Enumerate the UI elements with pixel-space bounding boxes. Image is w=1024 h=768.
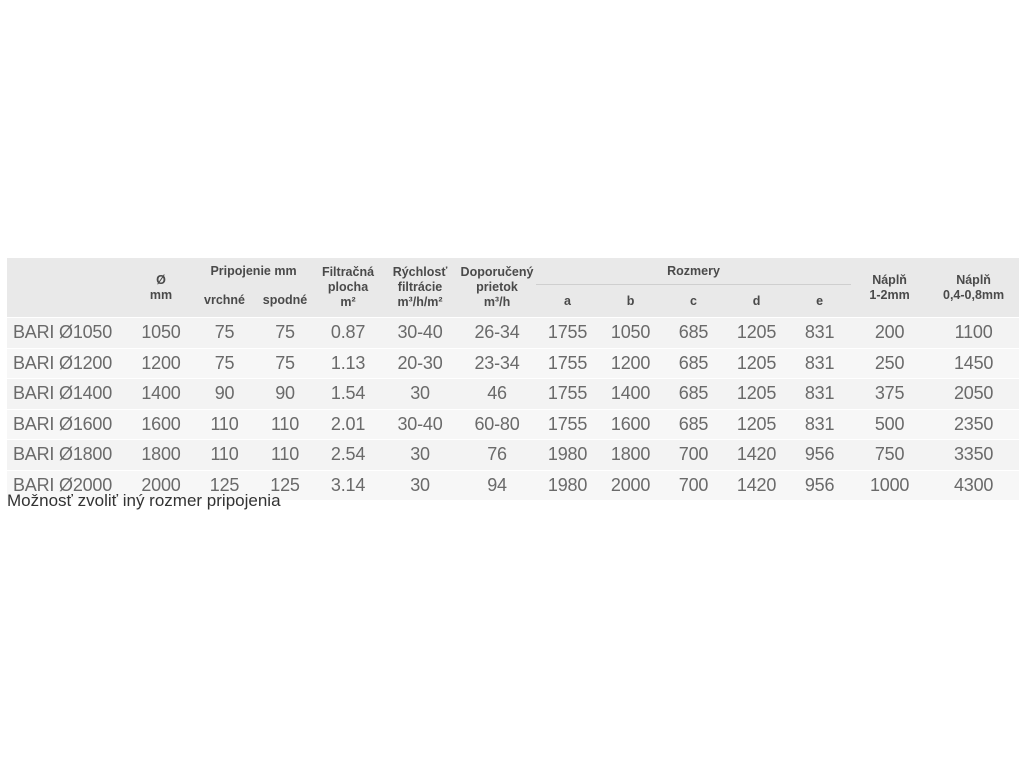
table-cell: 1205 xyxy=(725,348,788,379)
header-fill-2-line2: 0,4-0,8mm xyxy=(943,287,1005,302)
table-cell: 30 xyxy=(382,440,458,471)
table-cell: 30-40 xyxy=(382,318,458,349)
table-cell: 26-34 xyxy=(458,318,536,349)
table-cell: 3350 xyxy=(928,440,1019,471)
table-cell: 1205 xyxy=(725,318,788,349)
table-cell: 1755 xyxy=(536,379,599,410)
table-cell: 30 xyxy=(382,470,458,500)
header-diameter-line2: mm xyxy=(149,287,173,302)
table-cell: 20-30 xyxy=(382,348,458,379)
table-cell: 685 xyxy=(662,348,725,379)
table-cell: 75 xyxy=(256,348,314,379)
table-cell: 90 xyxy=(256,379,314,410)
table-row xyxy=(7,440,1019,471)
table-cell: 1980 xyxy=(536,440,599,471)
table-cell: 1050 xyxy=(599,318,662,349)
table-row xyxy=(7,379,1019,410)
table-cell: 1200 xyxy=(599,348,662,379)
table-cell: 250 xyxy=(851,348,928,379)
table-cell: 200 xyxy=(851,318,928,349)
table-cell: 3.14 xyxy=(314,470,382,500)
table-cell: 75 xyxy=(193,348,256,379)
header-diameter-line1: Ø xyxy=(156,272,166,287)
table-cell: 685 xyxy=(662,379,725,410)
table-cell: 125 xyxy=(256,470,314,500)
header-diameter xyxy=(129,258,193,318)
header-dim-e: e xyxy=(788,285,851,318)
table-cell: 0.87 xyxy=(314,318,382,349)
table-cell: 23-34 xyxy=(458,348,536,379)
product-spec-table-wrapper xyxy=(7,258,1019,500)
table-cell: 1400 xyxy=(599,379,662,410)
table-cell: 110 xyxy=(256,440,314,471)
table-cell: 956 xyxy=(788,470,851,500)
header-fill-1-line1: Náplň xyxy=(872,272,907,287)
table-cell: 2.54 xyxy=(314,440,382,471)
table-cell: 700 xyxy=(662,470,725,500)
model-name-cell: BARI Ø1200 xyxy=(7,348,129,379)
model-name-cell: BARI Ø1400 xyxy=(7,379,129,410)
table-cell: 90 xyxy=(193,379,256,410)
table-cell: 1400 xyxy=(129,379,193,410)
table-cell: 30-40 xyxy=(382,409,458,440)
header-dim-a: a xyxy=(536,285,599,318)
table-cell: 1205 xyxy=(725,409,788,440)
table-cell: 500 xyxy=(851,409,928,440)
table-cell: 2000 xyxy=(599,470,662,500)
header-filter-speed-line1: Rýchlosť xyxy=(392,265,448,279)
table-cell: 2.01 xyxy=(314,409,382,440)
table-cell: 1600 xyxy=(129,409,193,440)
table-cell: 1.54 xyxy=(314,379,382,410)
header-filter-area-line3: m² xyxy=(340,295,356,309)
table-cell: 750 xyxy=(851,440,928,471)
table-cell: 60-80 xyxy=(458,409,536,440)
header-filter-area-line1: Filtračná xyxy=(321,265,375,279)
header-dim-c: c xyxy=(662,285,725,318)
table-row xyxy=(7,348,1019,379)
table-cell: 110 xyxy=(193,409,256,440)
table-cell: 1755 xyxy=(536,348,599,379)
header-dim-d: d xyxy=(725,285,788,318)
table-cell: 1420 xyxy=(725,470,788,500)
table-cell: 1600 xyxy=(599,409,662,440)
table-cell: 831 xyxy=(788,318,851,349)
table-cell: 831 xyxy=(788,348,851,379)
header-connection-top: vrchné xyxy=(193,285,256,318)
table-cell: 1800 xyxy=(129,440,193,471)
model-name-cell: BARI Ø1800 xyxy=(7,440,129,471)
table-cell: 1450 xyxy=(928,348,1019,379)
table-cell: 700 xyxy=(662,440,725,471)
header-filter-area-line2: plocha xyxy=(327,280,369,294)
header-flow xyxy=(458,258,536,318)
table-cell: 76 xyxy=(458,440,536,471)
table-cell: 1050 xyxy=(129,318,193,349)
table-cell: 1000 xyxy=(851,470,928,500)
table-cell: 1755 xyxy=(536,409,599,440)
model-name-cell: BARI Ø2000 xyxy=(7,470,129,500)
table-cell: 375 xyxy=(851,379,928,410)
table-cell: 75 xyxy=(256,318,314,349)
table-cell: 1100 xyxy=(928,318,1019,349)
table-cell: 110 xyxy=(193,440,256,471)
header-flow-line1: Doporučený xyxy=(460,265,534,279)
model-name-cell: BARI Ø1050 xyxy=(7,318,129,349)
table-cell: 1205 xyxy=(725,379,788,410)
table-cell: 1200 xyxy=(129,348,193,379)
table-cell: 1420 xyxy=(725,440,788,471)
table-cell: 2000 xyxy=(129,470,193,500)
table-body xyxy=(7,318,1019,501)
table-cell: 75 xyxy=(193,318,256,349)
header-fill-1-line2: 1-2mm xyxy=(869,287,910,302)
table-cell: 30 xyxy=(382,379,458,410)
header-connection: Pripojenie mm xyxy=(193,258,314,285)
model-name-cell: BARI Ø1600 xyxy=(7,409,129,440)
table-cell: 1980 xyxy=(536,470,599,500)
header-filter-area xyxy=(314,258,382,318)
table-cell: 94 xyxy=(458,470,536,500)
header-empty-cell xyxy=(7,258,129,318)
table-row xyxy=(7,409,1019,440)
table-cell: 125 xyxy=(193,470,256,500)
table-cell: 1.13 xyxy=(314,348,382,379)
table-cell: 1800 xyxy=(599,440,662,471)
header-filter-speed-line2: filtrácie xyxy=(397,280,443,294)
header-dimensions: Rozmery xyxy=(536,258,851,285)
table-cell: 46 xyxy=(458,379,536,410)
header-filter-speed-line3: m³/h/m² xyxy=(397,295,443,309)
header-flow-line2: prietok xyxy=(476,280,518,294)
table-cell: 685 xyxy=(662,409,725,440)
table-cell: 831 xyxy=(788,409,851,440)
header-fill-2 xyxy=(928,258,1019,318)
header-filter-speed xyxy=(382,258,458,318)
header-fill-1 xyxy=(851,258,928,318)
header-dim-b: b xyxy=(599,285,662,318)
table-cell: 110 xyxy=(256,409,314,440)
table-cell: 1755 xyxy=(536,318,599,349)
table-row xyxy=(7,318,1019,349)
product-spec-table xyxy=(7,258,1019,500)
connection-note: Možnosť zvoliť iný rozmer pripojenia xyxy=(7,491,281,510)
table-cell: 956 xyxy=(788,440,851,471)
table-cell: 4300 xyxy=(928,470,1019,500)
header-connection-bottom: spodné xyxy=(256,285,314,318)
table-cell: 831 xyxy=(788,379,851,410)
table-cell: 2050 xyxy=(928,379,1019,410)
header-flow-line3: m³/h xyxy=(483,295,511,309)
table-cell: 2350 xyxy=(928,409,1019,440)
header-fill-2-line1: Náplň xyxy=(956,272,991,287)
table-cell: 685 xyxy=(662,318,725,349)
